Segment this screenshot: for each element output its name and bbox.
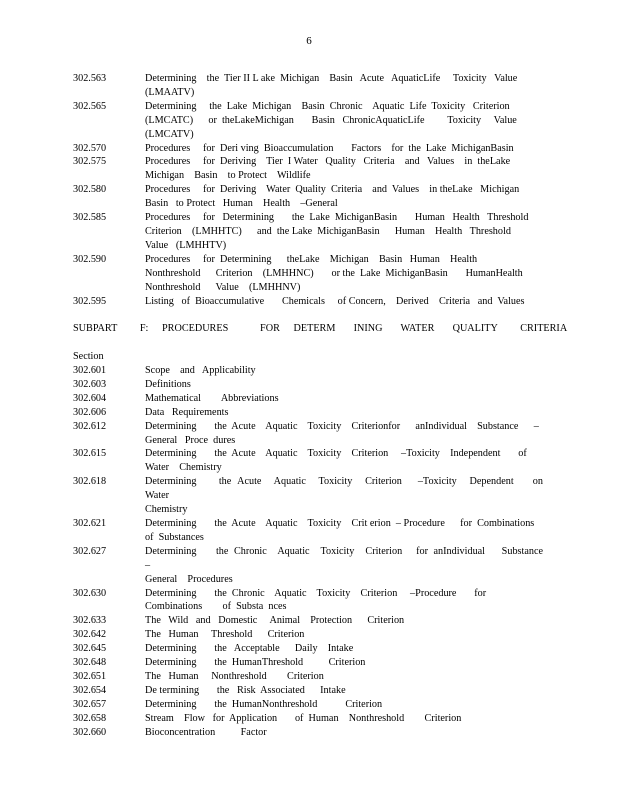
section-title: Determining the Acute Aquatic Toxicity Crit erion – Procedure for Combinations of Substances	[145, 517, 535, 543]
section-title: Definitions	[145, 378, 191, 390]
section-title: Determining the HumanNonthreshold Criterion	[145, 698, 383, 710]
list-item	[73, 684, 543, 698]
section-title: Determining the Acute Aquatic Toxicity Criterion –Toxicity Independent of Water Chemistry	[145, 448, 527, 474]
list-item	[73, 698, 543, 712]
list-item	[73, 420, 543, 448]
section-title: Stream Flow for Application of Human Nonthreshold Criterion	[145, 712, 462, 724]
section-entry-list	[73, 364, 543, 739]
section-number: 302.654	[73, 684, 107, 696]
section-number: 302.651	[73, 670, 107, 682]
page-number: 6	[306, 35, 312, 47]
list-item	[73, 392, 543, 406]
section-title: Determining the Tier II L ake Michigan Basin Acute AquaticLife Toxicity Value (LMAATV)	[145, 73, 518, 98]
section-number: 302.606	[73, 406, 107, 418]
section-number: 302.615	[73, 448, 107, 460]
section-title: De termining the Risk Associated Intake	[145, 684, 346, 696]
section-number: 302.580	[73, 184, 107, 196]
section-title: The Human Threshold Criterion	[145, 629, 305, 641]
list-item	[73, 726, 543, 740]
list-item	[73, 406, 543, 420]
section-title: Procedures for Deri ving Bioaccumulation Factors for the Lake MichiganBasin	[145, 142, 514, 154]
section-number: 302.660	[73, 726, 107, 738]
list-item	[73, 447, 543, 475]
section-title: Determining the Chronic Aquatic Toxicity Criterion for anIndividual Substance – General Procedures	[145, 545, 543, 585]
section-title: Determining the Chronic Aquatic Toxicity Criterion –Procedure for Combinations of Substa nces	[145, 587, 487, 613]
list-item	[73, 642, 543, 656]
section-number: 302.565	[73, 100, 107, 112]
section-title: Procedures for Deriving Tier I Water Quality Criteria and Values in theLake Michigan Basin to Protect Wildlife	[145, 156, 511, 182]
section-number: 302.642	[73, 629, 107, 641]
list-item	[73, 142, 543, 156]
list-item	[73, 183, 543, 211]
section-title: The Wild and Domestic Animal Protection Criterion	[145, 615, 405, 627]
list-item	[73, 587, 543, 615]
section-number: 302.618	[73, 476, 107, 488]
section-number: 302.612	[73, 420, 107, 432]
list-item	[73, 364, 543, 378]
list-item	[73, 378, 543, 392]
section-number: 302.575	[73, 156, 107, 168]
section-number: 302.621	[73, 517, 107, 529]
section-number: 302.603	[73, 378, 107, 390]
section-number: 302.563	[73, 73, 107, 84]
section-number: 302.570	[73, 142, 107, 154]
section-label: Section	[73, 351, 104, 362]
list-item	[73, 211, 543, 253]
list-item	[73, 72, 543, 100]
section-title: Determining the Acute Aquatic Toxicity Criterion –Toxicity Dependent on Water Chemistry	[145, 476, 543, 516]
subpart-heading: SUBPART F: PROCEDURES FOR DETERM INING WATER QUALITY CRITERIA	[73, 323, 568, 334]
list-item	[73, 656, 543, 670]
section-title: Data Requirements	[145, 406, 229, 418]
list-item	[73, 545, 543, 587]
list-item	[73, 614, 543, 628]
section-number: 302.601	[73, 365, 107, 376]
section-number: 302.630	[73, 587, 107, 599]
section-number: 302.657	[73, 698, 107, 710]
list-item	[73, 253, 543, 295]
section-title: The Human Nonthreshold Criterion	[145, 670, 324, 682]
section-number: 302.590	[73, 253, 107, 265]
section-title: Bioconcentration Factor	[145, 726, 267, 738]
section-title: Determining the HumanThreshold Criterion	[145, 657, 366, 669]
section-number: 302.633	[73, 615, 107, 627]
section-number: 302.648	[73, 657, 107, 669]
list-item	[73, 628, 543, 642]
section-number: 302.595	[73, 295, 107, 307]
section-title: Procedures for Deriving Water Quality Criteria and Values in theLake Michigan Basin to Protect Human Health –General	[145, 184, 520, 210]
section-number: 302.658	[73, 712, 107, 724]
section-number: 302.604	[73, 392, 107, 404]
section-number: 302.585	[73, 212, 107, 224]
section-number: 302.645	[73, 643, 107, 655]
list-item	[73, 712, 543, 726]
section-title: Procedures for Determining the Lake MichiganBasin Human Health Threshold Criterion (LMHHTC) and the Lake MichiganBasin Human Health Threshold Value (LMHHTV)	[145, 212, 529, 251]
section-title: Mathematical Abbreviations	[145, 392, 279, 404]
list-item	[73, 475, 543, 517]
list-item	[73, 670, 543, 684]
section-title: Procedures for Determining theLake Michigan Basin Human Health Nonthreshold Criterion (LMHHNC) or the Lake MichiganBasin HumanHealth Nonthreshold Value (LMHHNV)	[145, 253, 523, 293]
list-item	[73, 295, 543, 309]
section-title: Determining the Lake Michigan Basin Chronic Aquatic Life Toxicity Criterion (LMCATC) or theLakeMichigan Basin ChronicAquaticLife Toxicity Value (LMCATV)	[145, 100, 517, 140]
top-entry-list	[73, 72, 543, 308]
list-item	[73, 517, 543, 545]
section-number: 302.627	[73, 545, 107, 557]
list-item	[73, 100, 543, 142]
section-title: Scope and Applicability	[145, 365, 256, 376]
list-item	[73, 155, 543, 183]
section-title: Listing of Bioaccumulative Chemicals of Concern, Derived Criteria and Values	[145, 295, 525, 307]
section-title: Determining the Acute Aquatic Toxicity Criterionfor anIndividual Substance – General Proce dures	[145, 420, 539, 446]
section-title: Determining the Acceptable Daily Intake	[145, 643, 354, 655]
